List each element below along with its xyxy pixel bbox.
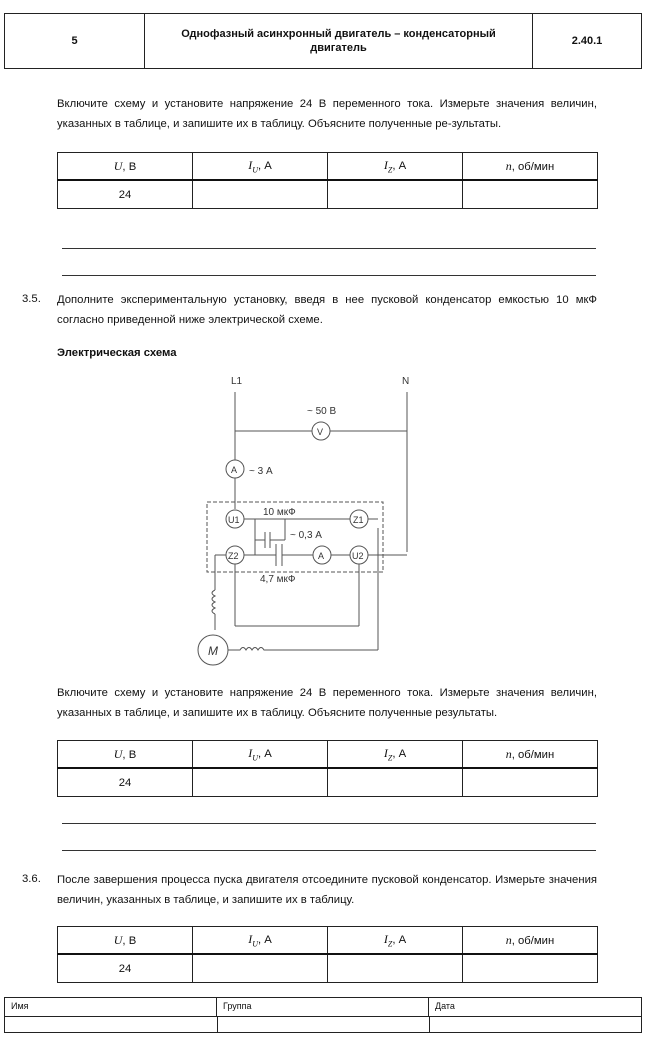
table-header: n, об/мин bbox=[463, 927, 598, 955]
table-header: $I_Z$, А bbox=[328, 741, 463, 769]
table-header: $I_Z$, А bbox=[328, 153, 463, 181]
table-cell: 24 bbox=[58, 180, 193, 209]
answer-line[interactable] bbox=[62, 850, 596, 851]
measurement-table-3 bbox=[57, 926, 598, 983]
footer-date-field[interactable] bbox=[429, 1017, 641, 1032]
instruction-text-1: Включите схему и установите напряжение 24 В переменного тока. Измерьте значения величин, указанных в таблице, и запишите их в таблицу. Объясните полученные ре-зультаты. bbox=[57, 98, 597, 130]
footer-date-label: Дата bbox=[429, 998, 641, 1017]
answer-line[interactable] bbox=[62, 248, 596, 249]
scheme-title: Электрическая схема bbox=[57, 347, 177, 359]
terminal-label: Z1 bbox=[353, 515, 364, 525]
table-header: $I_Z$, А bbox=[328, 927, 463, 955]
table-header: $I_U$, А bbox=[193, 741, 328, 769]
instruction-text-35: Дополните экспериментальную установку, введя в нее пусковой конденсатор емкостью 10 мкФ согласно приведенной ниже электрической схеме. bbox=[57, 294, 597, 326]
table-cell[interactable] bbox=[193, 768, 328, 797]
table-cell[interactable] bbox=[328, 768, 463, 797]
table-header: U, В bbox=[58, 153, 193, 181]
table-cell: 24 bbox=[58, 768, 193, 797]
table-cell[interactable] bbox=[463, 768, 598, 797]
footer-group-field[interactable] bbox=[217, 1017, 430, 1032]
table-header: U, В bbox=[58, 741, 193, 769]
table-cell[interactable] bbox=[328, 954, 463, 983]
instruction-text-2: Включите схему и установите напряжение 24 В переменного тока. Измерьте значения величин, указанных в таблице, и запишите их в таблицу. Объясните полученные результаты. bbox=[57, 687, 597, 719]
measurement-table-1 bbox=[57, 152, 598, 209]
label-n: N bbox=[402, 376, 410, 387]
winding-aux bbox=[228, 648, 378, 651]
table-header: U, В bbox=[58, 927, 193, 955]
table-header: $I_U$, А bbox=[193, 153, 328, 181]
footer-group-label: Группа bbox=[217, 998, 429, 1017]
motor-label: M bbox=[208, 644, 218, 658]
voltage-label: ~ 50 В bbox=[307, 406, 337, 417]
answer-line[interactable] bbox=[62, 275, 596, 276]
current-label-main: ~ 3 А bbox=[249, 466, 273, 477]
footer-name-label: Имя bbox=[5, 998, 217, 1017]
table-cell[interactable] bbox=[193, 954, 328, 983]
footer-table bbox=[4, 997, 642, 1033]
terminal-label: U2 bbox=[352, 551, 364, 561]
section-number: 3.6. bbox=[22, 873, 41, 885]
table-cell[interactable] bbox=[328, 180, 463, 209]
voltmeter-label: V bbox=[317, 427, 324, 437]
capacitor-label-10: 10 мкФ bbox=[263, 507, 296, 518]
terminal-label: Z2 bbox=[228, 551, 239, 561]
label-l1: L1 bbox=[231, 376, 243, 387]
table-header: $I_U$, А bbox=[193, 927, 328, 955]
page-title: Однофазный асинхронный двигатель – конденсаторный двигатель bbox=[145, 14, 533, 68]
page-number: 5 bbox=[5, 14, 145, 68]
instruction-text-36: После завершения процесса пуска двигателя отсоедините пусковой конденсатор. Измерьте значения величин, указанных в таблице, и запишите их в таблицу. bbox=[57, 874, 597, 906]
electrical-schematic bbox=[185, 368, 425, 668]
table-header: n, об/мин bbox=[463, 741, 598, 769]
table-cell[interactable] bbox=[193, 180, 328, 209]
terminal-label: U1 bbox=[228, 515, 240, 525]
table-cell[interactable] bbox=[463, 954, 598, 983]
section-number: 3.5. bbox=[22, 293, 41, 305]
document-code: 2.40.1 bbox=[571, 35, 603, 47]
table-cell[interactable] bbox=[463, 180, 598, 209]
ammeter-label: A bbox=[231, 465, 238, 475]
current-label-aux: ~ 0,3 А bbox=[290, 530, 322, 541]
table-header: n, об/мин bbox=[463, 153, 598, 181]
measurement-table-2 bbox=[57, 740, 598, 797]
winding-main bbox=[212, 590, 215, 630]
table-cell: 24 bbox=[58, 954, 193, 983]
header-table bbox=[4, 13, 642, 69]
answer-line[interactable] bbox=[62, 823, 596, 824]
footer-name-field[interactable] bbox=[5, 1017, 218, 1032]
ammeter-label: A bbox=[318, 551, 325, 561]
capacitor-label-47: 4,7 мкФ bbox=[260, 574, 296, 585]
